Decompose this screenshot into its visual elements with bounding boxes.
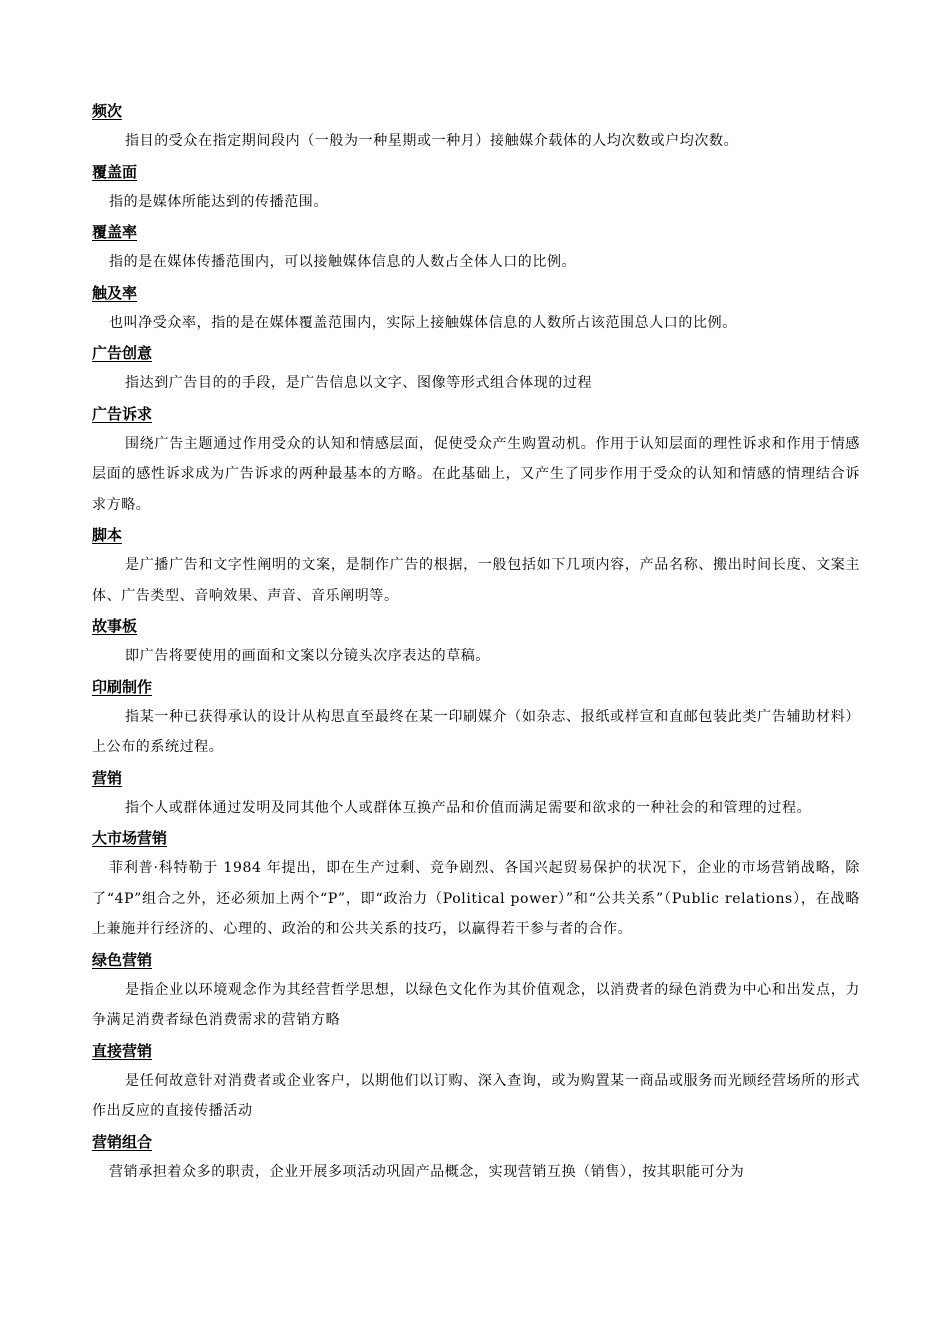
term-heading: 营销	[92, 768, 123, 787]
term-heading: 故事板	[92, 617, 138, 635]
term-heading: 印刷制作	[92, 677, 153, 696]
term-heading: 脚本	[92, 526, 123, 544]
entry-script	[92, 520, 860, 611]
glossary-page	[92, 96, 860, 1187]
term-definition: 营销承担着众多的职责，企业开展多项活动巩固产品概念，实现营销互换（销售），按其职能可分为	[109, 1163, 745, 1180]
entry-ad-appeal	[92, 399, 860, 521]
term-definition: 指的是在媒体传播范围内，可以接触媒体信息的人数占全体人口的比例。	[109, 254, 577, 270]
entry-direct-marketing	[92, 1036, 860, 1127]
term-definition: 菲利普·科特勒于 1984 年提出，即在生产过剩、竞争剧烈、各国兴起贸易保护的状况下，企业的市场营销战略，除了“4P”组合之外，还必须加上两个“P”，即“政治力（Political power）”和“公共关系”（Public relations），在战略上兼施并行经济的、心理的、政治的和公共关系的技巧，以赢得若干参与者的合作。	[92, 860, 860, 937]
entry-coverage-rate	[92, 217, 860, 278]
term-heading: 绿色营销	[92, 950, 153, 969]
entry-marketing-mix	[92, 1127, 860, 1188]
term-heading: 覆盖面	[92, 162, 138, 181]
term-definition: 指的是媒体所能达到的传播范围。	[109, 193, 328, 210]
term-definition: 指某一种已获得承认的设计从构思直至最终在某一印刷媒介（如杂志、报纸或样宣和直邮包装此类广告辅助材料）上公布的系统过程。	[92, 708, 860, 755]
term-heading: 广告诉求	[92, 404, 153, 423]
term-heading: 营销组合	[92, 1132, 153, 1151]
term-definition: 也叫净受众率，指的是在媒体覆盖范围内，实际上接触媒体信息的人数所占该范围总人口的比例。	[109, 314, 737, 331]
entry-storyboard	[92, 611, 860, 672]
term-definition: 指个人或群体通过发明及同其他个人或群体互换产品和价值而满足需要和欲求的一种社会的和管理的过程。	[125, 799, 812, 816]
entry-green-marketing	[92, 945, 860, 1036]
term-definition: 指目的受众在指定期间段内（一般为一种星期或一种月）接触媒介载体的人均次数或户均次数。	[125, 133, 739, 149]
term-heading: 覆盖率	[92, 223, 138, 241]
term-heading: 触及率	[92, 283, 138, 302]
entry-print-production	[92, 672, 860, 763]
entry-ad-creative	[92, 338, 860, 399]
term-heading: 大市场营销	[92, 829, 168, 847]
entry-frequency	[92, 96, 860, 157]
term-definition: 是任何故意针对消费者或企业客户，以期他们以订购、深入查询，或为购置某一商品或服务而光顾经营场所的形式作出反应的直接传播活动	[92, 1072, 860, 1119]
entry-mega-marketing	[92, 823, 860, 945]
term-definition: 指达到广告目的的手段，是广告信息以文字、图像等形式组合体现的过程	[125, 375, 593, 391]
term-heading: 频次	[92, 102, 123, 120]
term-heading: 广告创意	[92, 344, 153, 362]
entry-marketing	[92, 763, 860, 824]
term-definition: 是广播广告和文字性阐明的文案，是制作广告的根据，一般包括如下几项内容，产品名称、搬出时间长度、文案主体、广告类型、音响效果、声音、音乐阐明等。	[92, 557, 860, 604]
term-heading: 直接营销	[92, 1041, 153, 1060]
term-definition: 是指企业以环境观念作为其经营哲学思想，以绿色文化作为其价值观念，以消费者的绿色消费为中心和出发点，力争满足消费者绿色消费需求的营销方略	[92, 981, 860, 1028]
entry-coverage-area	[92, 157, 860, 218]
entry-reach-rate	[92, 278, 860, 339]
term-definition: 即广告将要使用的画面和文案以分镜头次序表达的草稿。	[125, 648, 490, 664]
term-definition: 围绕广告主题通过作用受众的认知和情感层面，促使受众产生购置动机。作用于认知层面的理性诉求和作用于情感层面的感性诉求成为广告诉求的两种最基本的方略。在此基础上，又产生了同步作用于受众的认知和情感的情理结合诉求方略。	[92, 435, 860, 513]
